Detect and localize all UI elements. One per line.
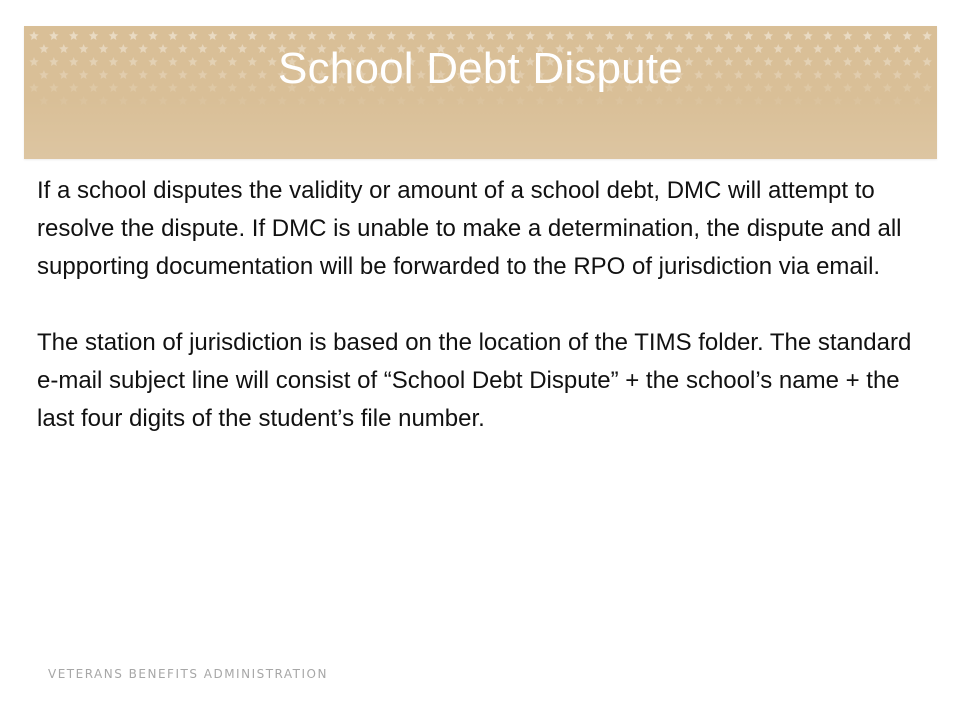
star-decoration	[823, 31, 833, 40]
star-decoration	[496, 96, 506, 105]
star-decoration	[476, 96, 486, 105]
star-decoration	[506, 31, 516, 40]
star-decoration	[635, 96, 645, 105]
star-decoration	[79, 96, 89, 105]
star-decoration	[178, 96, 188, 105]
star-decoration	[168, 31, 178, 40]
slide-body	[37, 172, 917, 476]
star-decoration	[198, 96, 208, 105]
star-decoration	[128, 31, 138, 40]
star-decoration	[674, 96, 684, 105]
star-decoration	[684, 31, 694, 40]
slide-title: School Debt Dispute	[278, 44, 683, 93]
star-decoration	[615, 96, 625, 105]
star-decoration	[774, 96, 784, 105]
star-decoration	[734, 96, 744, 105]
star-decoration	[228, 31, 238, 40]
star-decoration	[813, 96, 823, 105]
star-decoration	[545, 31, 555, 40]
star-decoration	[148, 31, 158, 40]
star-decoration	[416, 96, 426, 105]
star-decoration	[893, 96, 903, 105]
star-decoration	[843, 31, 853, 40]
star-decoration	[833, 96, 843, 105]
star-decoration	[357, 96, 367, 105]
star-decoration	[238, 96, 248, 105]
star-decoration	[912, 96, 922, 105]
star-decoration	[565, 31, 575, 40]
star-decoration	[347, 31, 357, 40]
star-decoration	[535, 96, 545, 105]
star-decoration	[575, 96, 585, 105]
star-decoration	[99, 96, 109, 105]
body-paragraph: If a school disputes the validity or amount of a school debt, DMC will attempt to resolve the dispute. If DMC is unable to make a determination, the dispute and all supporting documentation will be forwarded to the RPO of jurisdiction via email.	[37, 177, 902, 280]
footer-org-name: VETERANS BENEFITS ADMINISTRATION	[48, 667, 328, 681]
star-decoration	[406, 31, 416, 40]
star-decoration	[89, 31, 99, 40]
star-decoration	[754, 96, 764, 105]
star-decoration	[426, 31, 436, 40]
star-decoration	[664, 31, 674, 40]
star-decoration	[793, 96, 803, 105]
star-decoration	[654, 96, 664, 105]
star-decoration	[585, 31, 595, 40]
star-decoration	[466, 31, 476, 40]
star-decoration	[218, 96, 228, 105]
star-decoration	[863, 31, 873, 40]
star-decoration	[109, 31, 119, 40]
body-paragraph: The station of jurisdiction is based on the location of the TIMS folder. The standard e-mail subject line will consist of “School Debt Dispute” + the school’s name + the last four digits of the student’s file number.	[37, 329, 912, 432]
star-decoration	[625, 31, 635, 40]
star-decoration	[69, 31, 79, 40]
star-decoration	[714, 96, 724, 105]
star-decoration	[922, 31, 932, 40]
star-decoration	[436, 96, 446, 105]
star-decoration	[764, 31, 774, 40]
star-decoration	[49, 31, 59, 40]
star-decoration	[307, 31, 317, 40]
star-decoration	[744, 31, 754, 40]
star-decoration	[119, 96, 129, 105]
star-decoration	[486, 31, 496, 40]
star-decoration	[188, 31, 198, 40]
star-decoration	[248, 31, 258, 40]
star-decoration	[595, 96, 605, 105]
star-decoration	[158, 96, 168, 105]
star-decoration	[605, 31, 615, 40]
star-decoration	[337, 96, 347, 105]
star-decoration	[694, 96, 704, 105]
star-decoration	[456, 96, 466, 105]
star-decoration	[525, 31, 535, 40]
star-decoration	[297, 96, 307, 105]
star-decoration	[645, 31, 655, 40]
star-decoration	[267, 31, 277, 40]
star-decoration	[903, 31, 913, 40]
star-decoration	[803, 31, 813, 40]
star-decoration	[138, 96, 148, 105]
star-decoration	[724, 31, 734, 40]
star-decoration	[446, 31, 456, 40]
star-decoration	[704, 31, 714, 40]
star-decoration	[317, 96, 327, 105]
star-decoration	[377, 96, 387, 105]
star-decoration	[367, 31, 377, 40]
star-decoration	[277, 96, 287, 105]
star-decoration	[853, 96, 863, 105]
star-decoration	[287, 31, 297, 40]
star-decoration	[873, 96, 883, 105]
star-decoration	[39, 96, 49, 105]
star-decoration	[783, 31, 793, 40]
star-decoration	[396, 96, 406, 105]
star-decoration	[208, 31, 218, 40]
star-decoration	[387, 31, 397, 40]
star-decoration	[327, 31, 337, 40]
star-decoration	[29, 31, 39, 40]
star-decoration	[883, 31, 893, 40]
star-decoration	[516, 96, 526, 105]
star-decoration	[59, 96, 69, 105]
star-decoration	[555, 96, 565, 105]
title-banner	[24, 26, 937, 159]
star-decoration	[257, 96, 267, 105]
